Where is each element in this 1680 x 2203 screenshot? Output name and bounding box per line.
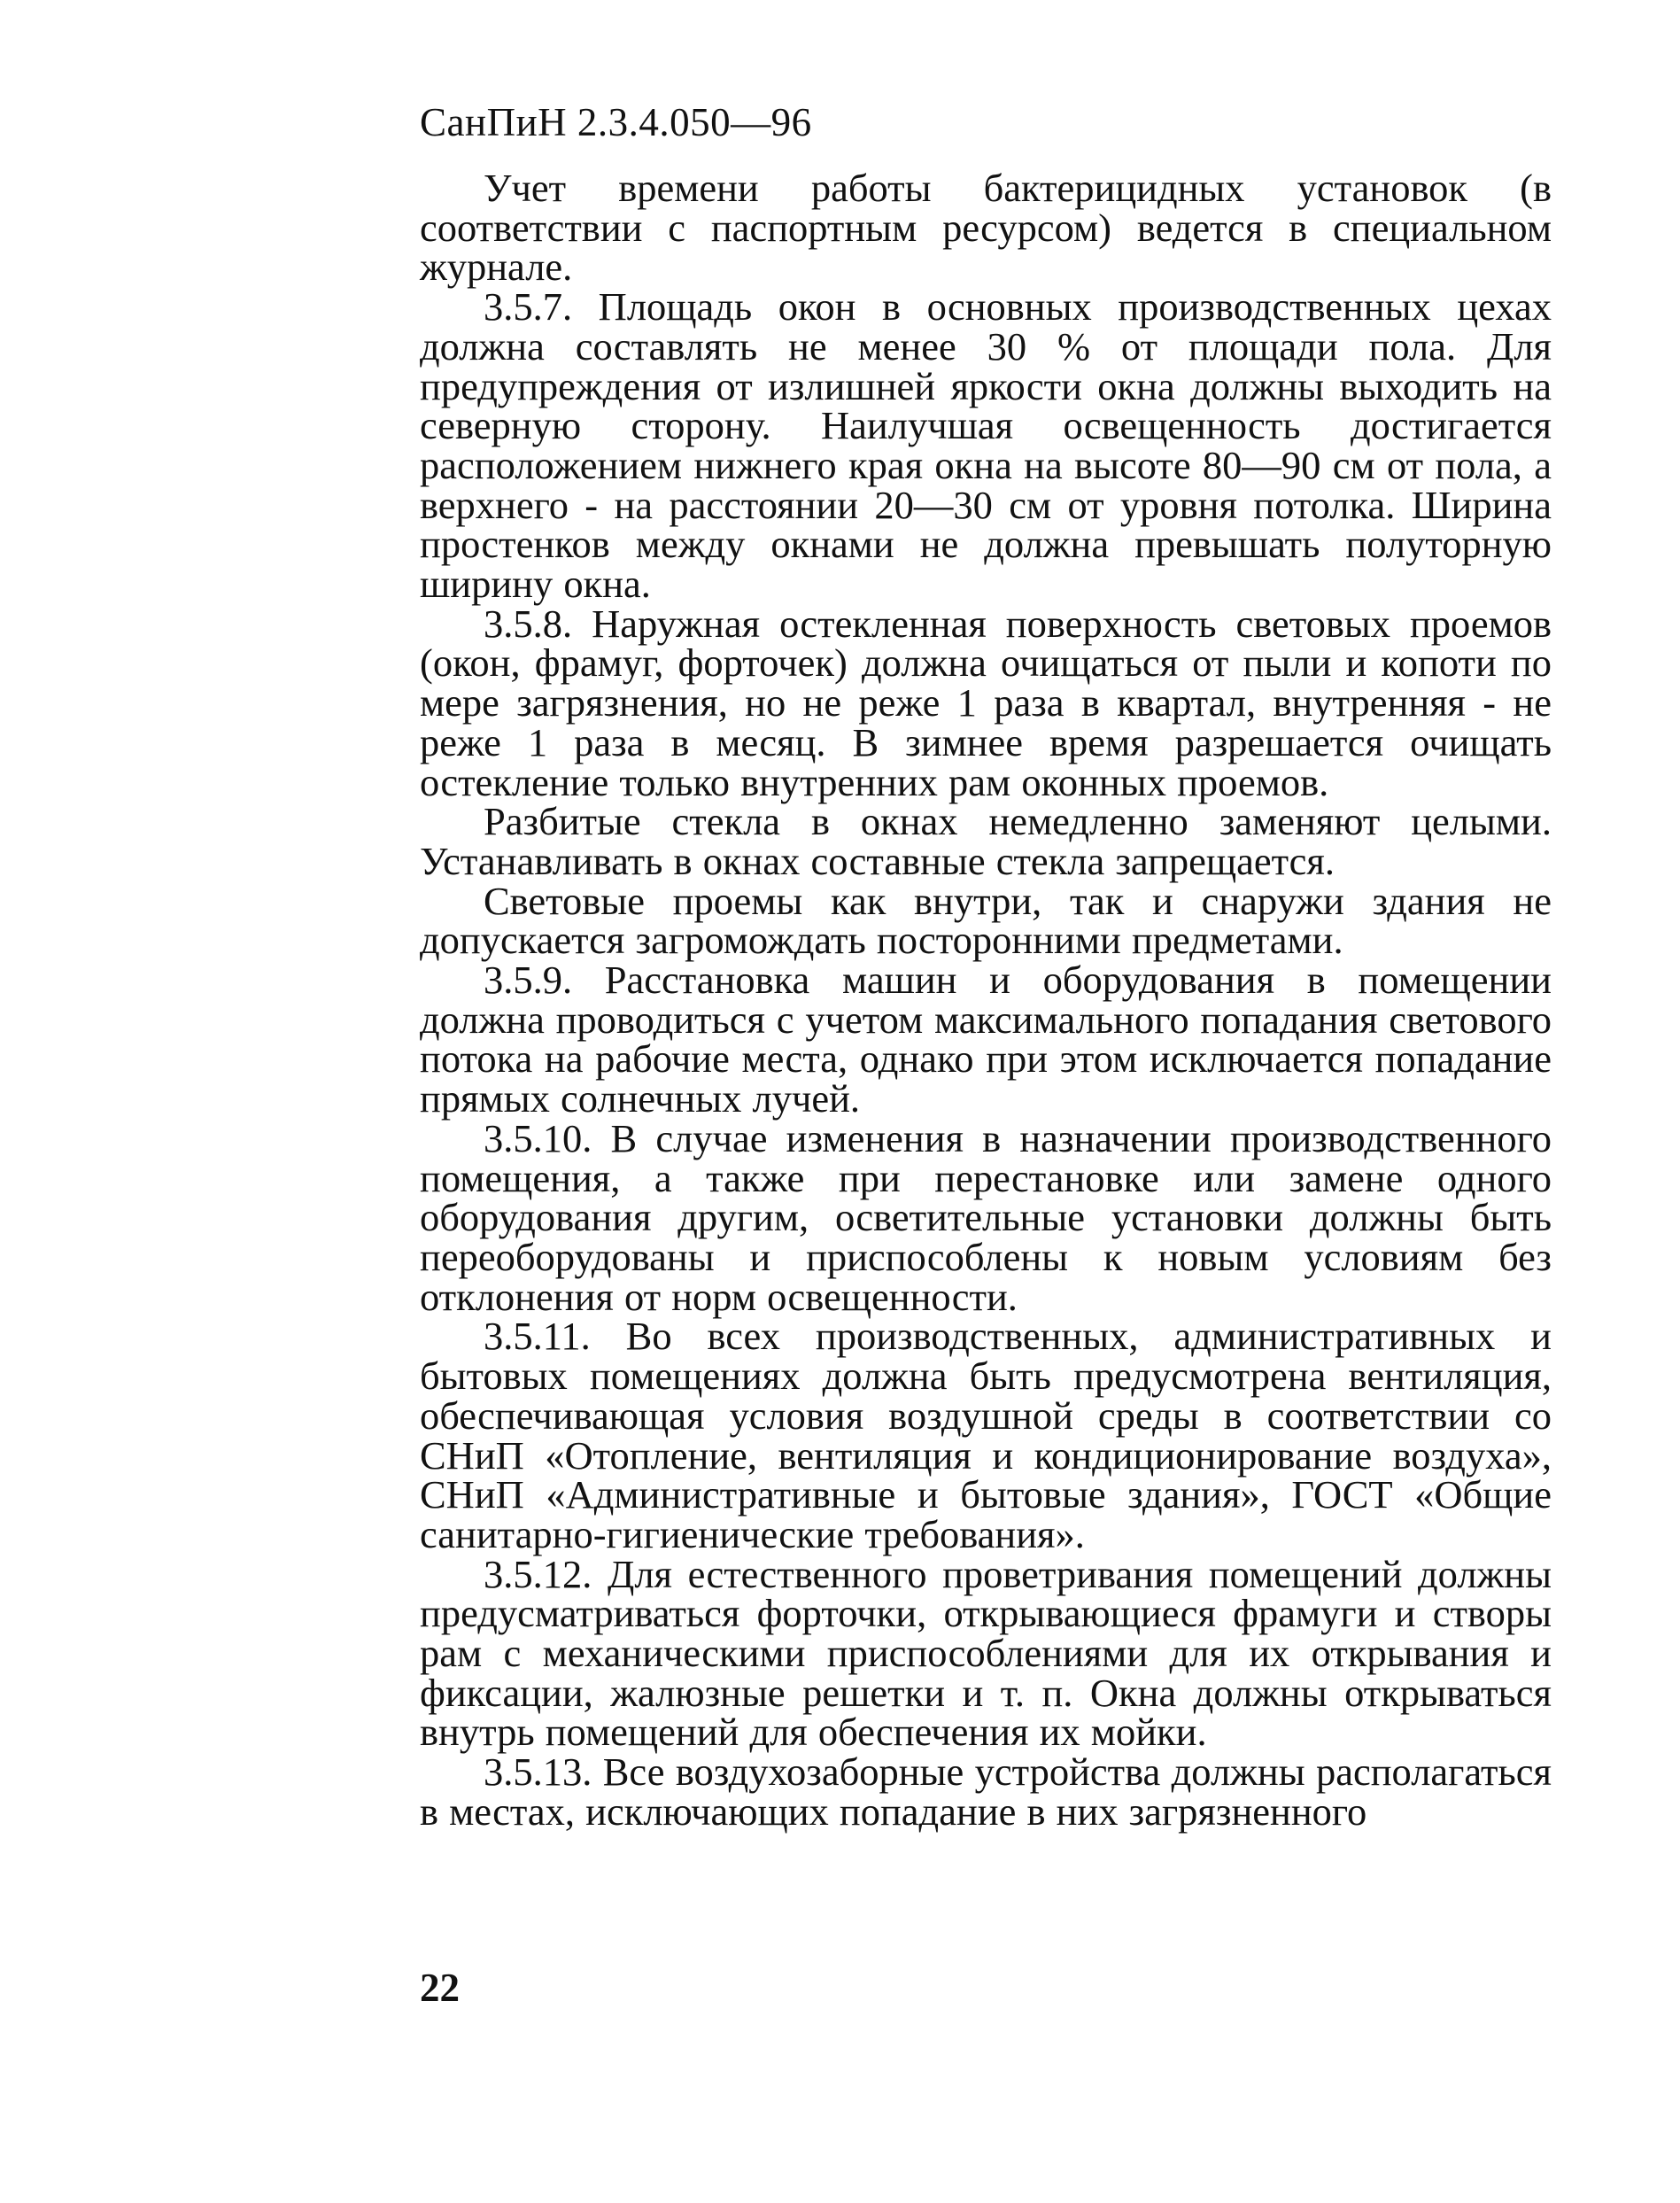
paragraph-3-5-8: 3.5.8. Наружная остекленная поверхность световых проемов (окон, фрамуг, форточек) должна очищаться от пыли и копоти по мере загрязнения, но не реже 1 раза в квартал, внутренняя - не реже 1 раза в месяц. В зимнее время разрешается очищать остекление только внутренних рам оконных проемов. <box>420 601 1552 804</box>
paragraph-3-5-13: 3.5.13. Все воздухозаборные устройства должны располагаться в местах, исключающих попадание в них загрязненного <box>420 1749 1552 1834</box>
paragraph-3-5-10: 3.5.10. В случае изменения в назначении производственного помещения, а также при перестановке или замене одного оборудования другим, осветительные установки должны быть переоборудованы и приспособлены к новым условиям без отклонения от норм освещенности. <box>420 1115 1552 1319</box>
paragraph-3-5-7: 3.5.7. Площадь окон в основных производственных цехах должна составлять не менее 30 % от площади пола. Для предупреждения от излишней яркости окна должны выходить на северную сторону. Наилучшая освещенность достигается расположением нижнего края окна на высоте 80—90 см от пола, а верхнего - на расстоянии 20—30 см от уровня потолка. Ширина простенков между окнами не должна превышать полуторную ширину окна. <box>420 284 1552 607</box>
paragraph-3-5-9: 3.5.9. Расстановка машин и оборудования в помещении должна проводиться с учетом максимального попадания светового потока на рабочие места, однако при этом исключается попадание прямых солнечных лучей. <box>420 958 1552 1121</box>
page-number: 22 <box>420 1966 460 2010</box>
paragraph-broken-glass: Разбитые стекла в окнах немедленно заменяют целыми. Устанавливать в окнах составные стекла запрещается. <box>420 799 1552 883</box>
paragraph-3-5-12: 3.5.12. Для естественного проветривания помещений должны предусматриваться форточки, открывающиеся фрамуги и створы рам с механическими приспособлениями для их открывания и фиксации, жалюзные решетки и т. п. Окна должны открываться внутрь помещений для обеспечения их мойки. <box>420 1551 1552 1755</box>
document-header: СанПиН 2.3.4.050—96 <box>420 100 812 144</box>
paragraph-light-openings: Световые проемы как внутри, так и снаружи здания не допускается загромождать посторонними предметами. <box>420 878 1552 963</box>
paragraph-bactericidal-log: Учет времени работы бактерицидных установок (в соответствии с паспортным ресурсом) ведется в специальном журнале. <box>420 166 1552 290</box>
document-body <box>420 168 1552 1832</box>
paragraph-3-5-11: 3.5.11. Во всех производственных, административных и бытовых помещениях должна быть предусмотрена вентиляция, обеспечивающая условия воздушной среды в соответствии со СНиП «Отопление, вентиляция и кондиционирование воздуха», СНиП «Административные и бытовые здания», ГОСТ «Общие санитарно-гигиенические требования». <box>420 1314 1552 1556</box>
